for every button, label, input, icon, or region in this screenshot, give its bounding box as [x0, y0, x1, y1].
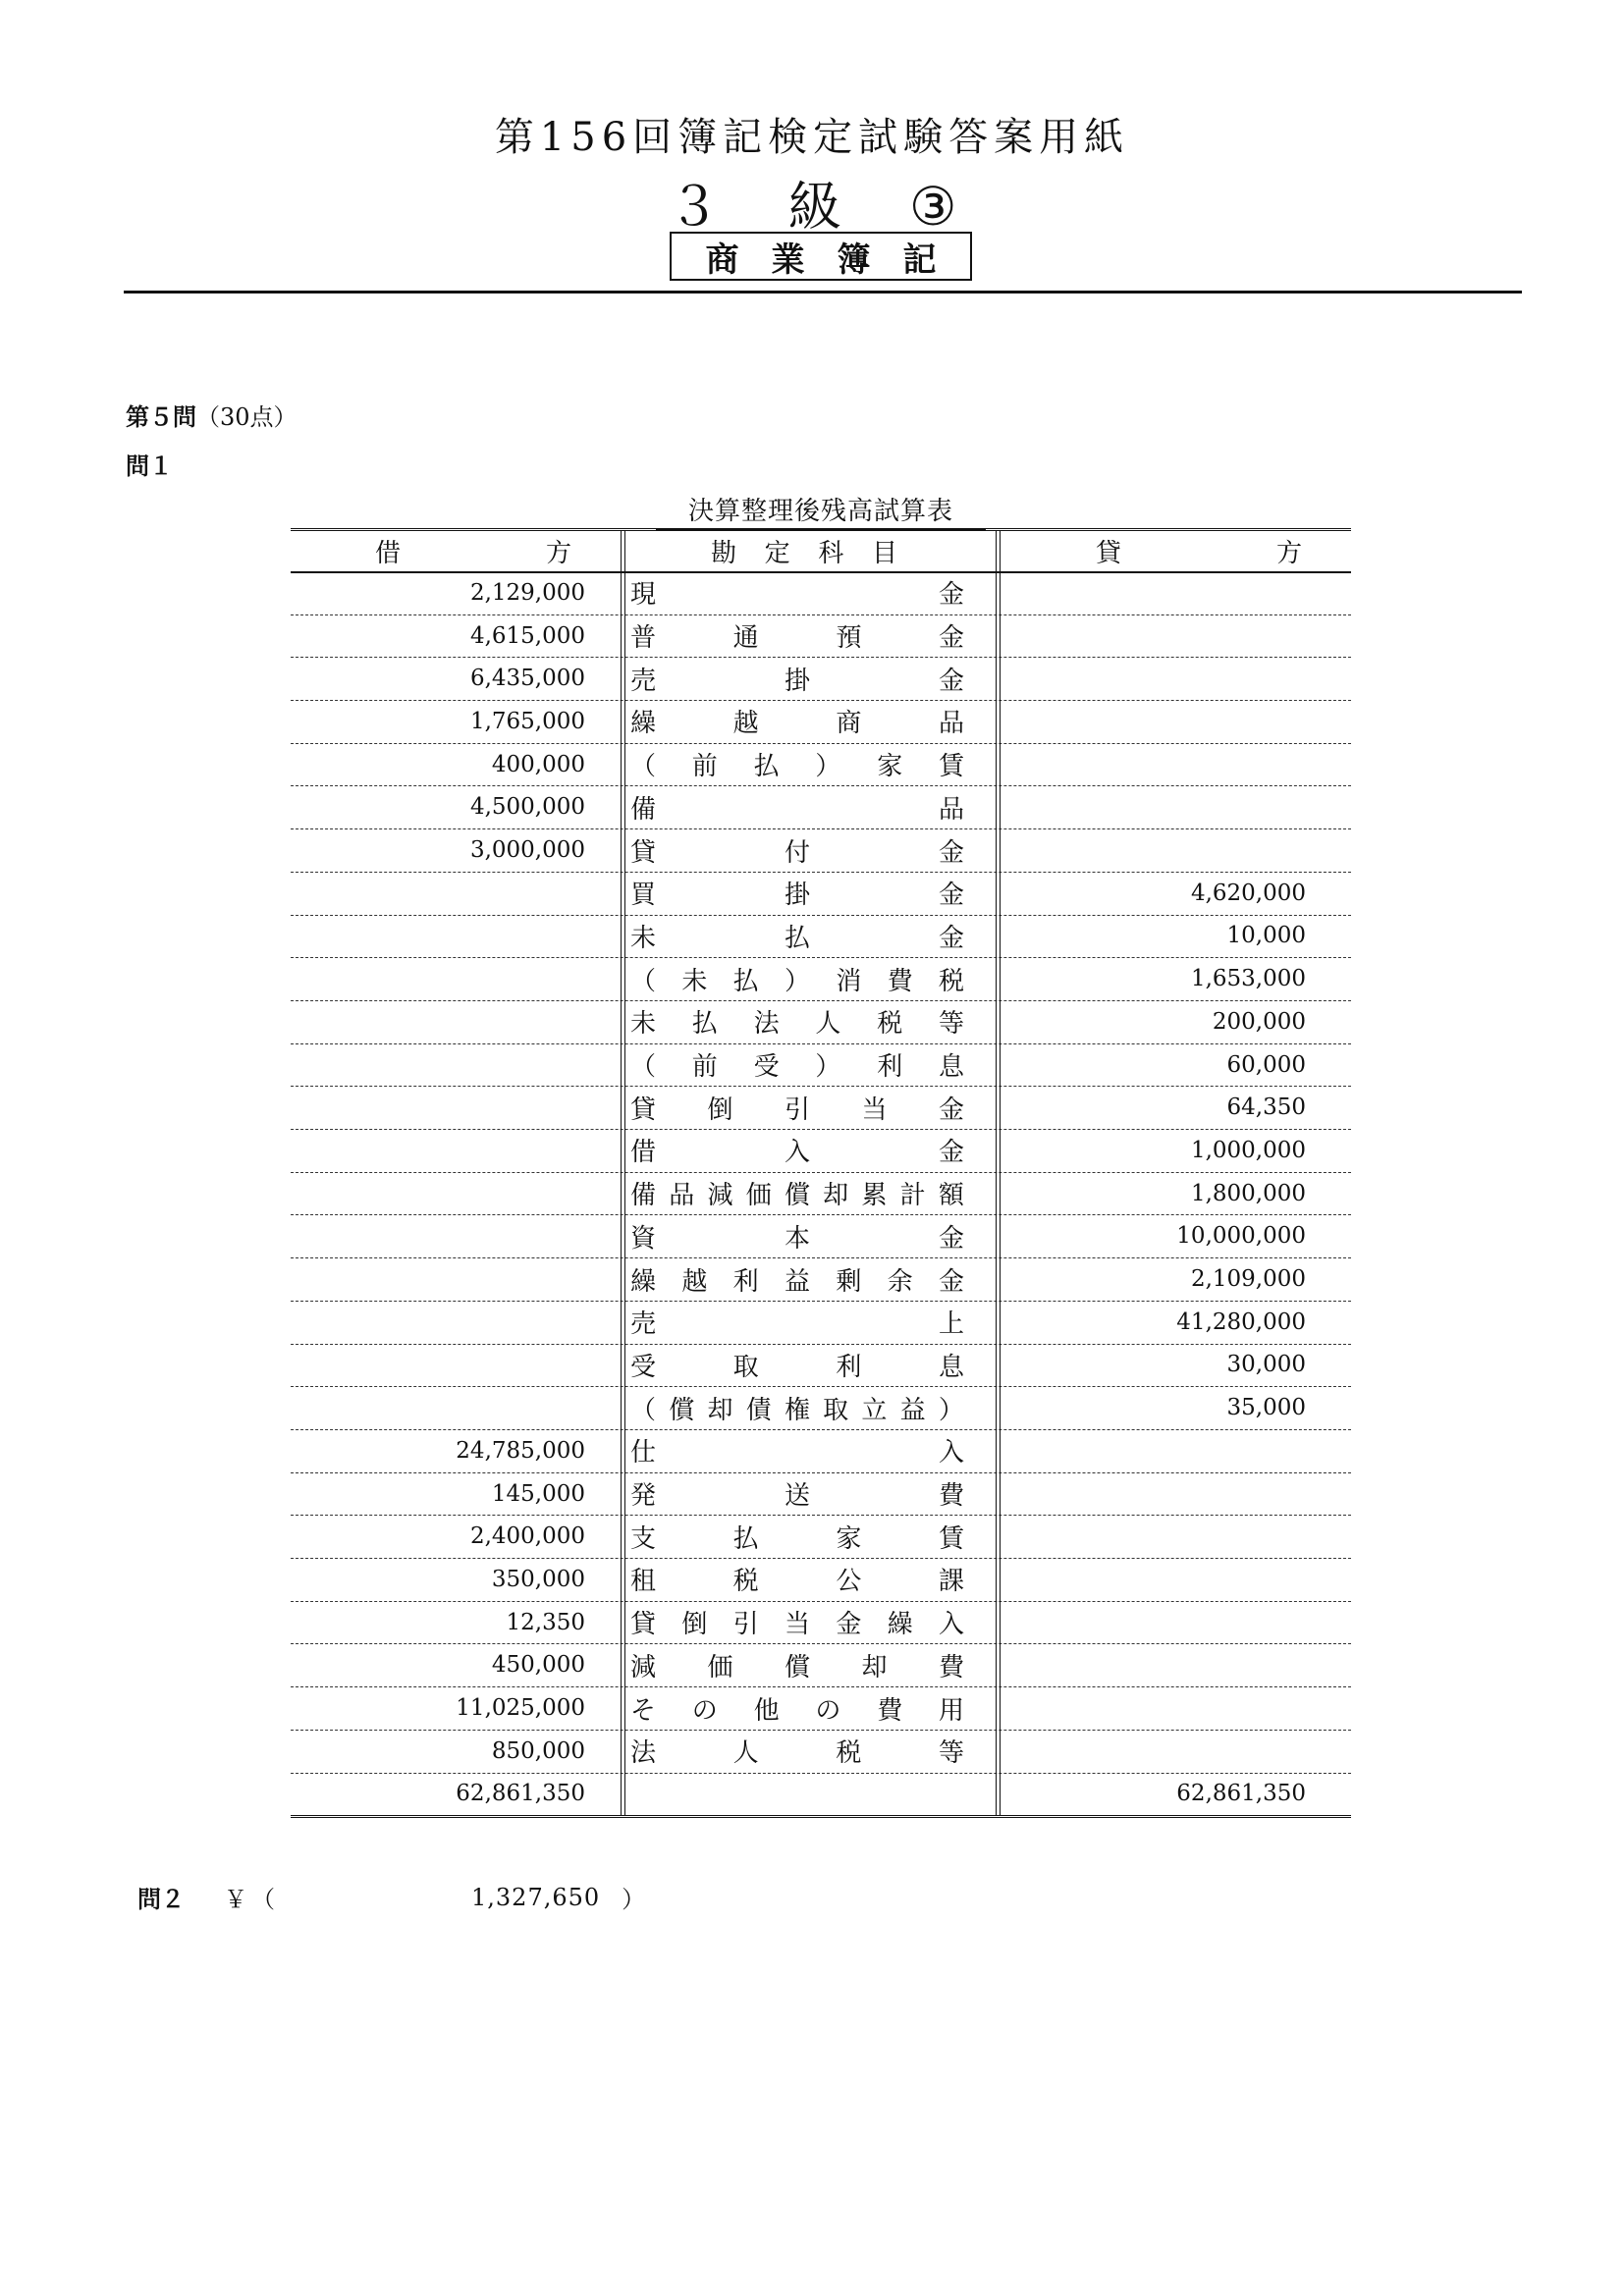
account-char: 払 — [691, 1009, 718, 1040]
table-row — [291, 1429, 1351, 1473]
account-name — [630, 872, 964, 915]
account-char: 引 — [784, 1095, 810, 1125]
account-char: 通 — [732, 623, 759, 654]
account-char: 貸 — [630, 837, 657, 868]
column-divider — [996, 530, 997, 1815]
account-char: 費 — [887, 966, 913, 996]
grade-circle-number: ③ — [908, 176, 957, 238]
debit-amount — [291, 872, 585, 915]
account-char: 益 — [899, 1395, 926, 1425]
account-char: 却 — [707, 1395, 733, 1425]
table-row — [291, 614, 1351, 659]
account-char: 資 — [630, 1223, 657, 1254]
account-char: 税 — [877, 1009, 903, 1040]
table-row — [291, 1257, 1351, 1302]
credit-amount: 4,620,000 — [1190, 880, 1306, 906]
account-char: 品 — [938, 794, 964, 825]
table-header-row — [291, 530, 1351, 573]
subject-char: 商 — [705, 240, 739, 280]
question5-heading — [126, 398, 298, 432]
exam-title: 第156回簿記検定試験答案用紙 — [494, 115, 1130, 160]
credit-amount: 35,000 — [1226, 1395, 1306, 1421]
question5-label: 第５問 — [126, 403, 196, 431]
credit-amount: 10,000,000 — [1176, 1223, 1306, 1250]
account-char: 人 — [732, 1738, 759, 1769]
account-char: 未 — [630, 1009, 657, 1040]
debit-amount: 145,000 — [491, 1480, 585, 1507]
table-title: 決算整理後残高試算表 — [656, 491, 986, 531]
debit-header — [375, 530, 571, 571]
account-char: （ — [630, 966, 657, 996]
yen-sign: ￥ — [224, 1886, 247, 1913]
account-char: 貸 — [630, 1095, 657, 1125]
header-char: 目 — [871, 538, 897, 568]
account-char: の — [815, 1695, 841, 1726]
account-char: 公 — [836, 1567, 862, 1597]
grade-kanji: 級 — [787, 176, 841, 238]
debit-amount: 24,785,000 — [456, 1437, 585, 1464]
account-char: 他 — [753, 1695, 780, 1726]
account-char: 入 — [784, 1138, 810, 1168]
account-char: 上 — [938, 1309, 964, 1340]
table-row — [291, 1129, 1351, 1173]
account-char: 取 — [732, 1352, 759, 1382]
account-char: 価 — [745, 1181, 772, 1211]
credit-amount: 2,109,000 — [1190, 1266, 1306, 1293]
account-char: 入 — [938, 1610, 964, 1640]
credit-amount: 60,000 — [1226, 1051, 1306, 1078]
account-char: 売 — [630, 666, 657, 696]
account-char: そ — [630, 1695, 657, 1726]
table-row — [291, 1000, 1351, 1044]
account-char: 前 — [691, 1052, 718, 1083]
debit-amount — [291, 1386, 585, 1429]
account-name — [630, 1429, 964, 1472]
account-char: 課 — [938, 1567, 964, 1597]
subject-box — [670, 232, 972, 281]
account-char: 償 — [669, 1395, 695, 1425]
account-char: 品 — [669, 1181, 695, 1211]
account-char: 未 — [630, 923, 657, 953]
credit-amount: 64,350 — [1226, 1095, 1306, 1121]
debit-amount: 2,400,000 — [469, 1523, 585, 1550]
account-char: 減 — [630, 1652, 657, 1682]
q2-label: 問２ — [137, 1886, 185, 1913]
account-char: 金 — [938, 666, 964, 696]
account-char: 費 — [938, 1481, 964, 1512]
account-char: 利 — [732, 1266, 759, 1297]
account-char: 金 — [938, 1095, 964, 1125]
column-divider — [1000, 530, 1001, 1815]
header-char: 方 — [545, 538, 571, 568]
credit-amount: 200,000 — [1212, 1008, 1306, 1035]
credit-amount: 1,000,000 — [1190, 1137, 1306, 1163]
account-char: ） — [938, 1395, 964, 1425]
account-char: 金 — [938, 1138, 964, 1168]
table-row — [291, 1301, 1351, 1345]
account-char: 余 — [887, 1266, 913, 1297]
account-char: 税 — [938, 966, 964, 996]
account-name — [630, 1129, 964, 1172]
account-char: 息 — [938, 1352, 964, 1382]
account-char: 費 — [877, 1695, 903, 1726]
account-char: 品 — [938, 709, 964, 739]
account-header — [711, 530, 897, 571]
credit-amount — [998, 1644, 1306, 1687]
account-name — [630, 786, 964, 829]
credit-total: 62,861,350 — [1176, 1781, 1306, 1807]
table-row — [291, 1472, 1351, 1517]
account-char: 却 — [861, 1652, 888, 1682]
account-char: 利 — [877, 1052, 903, 1083]
account-name — [630, 915, 964, 958]
account-char: 未 — [681, 966, 708, 996]
account-name — [630, 1172, 964, 1215]
account-char: 倒 — [681, 1610, 708, 1640]
account-name — [630, 1515, 964, 1558]
account-char: 受 — [753, 1052, 780, 1083]
debit-amount: 1,765,000 — [469, 708, 585, 734]
account-char: 引 — [732, 1610, 759, 1640]
account-char: 賃 — [938, 1523, 964, 1554]
account-name — [630, 1730, 964, 1773]
credit-amount — [998, 700, 1306, 743]
account-char: 仕 — [630, 1438, 657, 1468]
account-char: ） — [784, 966, 810, 996]
debit-amount — [291, 1344, 585, 1387]
column-divider — [624, 530, 625, 1815]
account-char: 額 — [938, 1181, 964, 1211]
debit-total: 62,861,350 — [456, 1781, 585, 1807]
subject-char: 記 — [902, 240, 937, 280]
table-top-border — [291, 528, 1351, 531]
account-char: 取 — [823, 1395, 849, 1425]
header-divider — [124, 291, 1522, 294]
table-row — [291, 700, 1351, 744]
credit-amount — [998, 1472, 1306, 1516]
account-name — [630, 828, 964, 872]
account-name — [630, 1301, 964, 1344]
account-char: 消 — [836, 966, 862, 996]
account-name — [630, 1386, 964, 1429]
account-char: 越 — [732, 709, 759, 739]
credit-amount — [998, 828, 1306, 872]
account-name — [630, 1000, 964, 1043]
q1-label: 問１ — [126, 453, 173, 480]
debit-amount: 450,000 — [491, 1652, 585, 1679]
credit-amount — [998, 1558, 1306, 1601]
debit-amount: 3,000,000 — [469, 837, 585, 864]
table-row — [291, 1558, 1351, 1602]
account-char: 繰 — [630, 1266, 657, 1297]
table-row — [291, 1644, 1351, 1688]
account-char: 備 — [630, 1181, 657, 1211]
account-char: 払 — [732, 966, 759, 996]
debit-amount: 6,435,000 — [469, 666, 585, 692]
account-char: 金 — [938, 881, 964, 911]
debit-amount — [291, 1257, 585, 1301]
debit-amount: 4,500,000 — [469, 794, 585, 821]
account-char: 払 — [732, 1523, 759, 1554]
account-name — [630, 614, 964, 658]
account-char: 借 — [630, 1138, 657, 1168]
account-char: 累 — [861, 1181, 888, 1211]
table-row — [291, 1215, 1351, 1259]
account-char: 息 — [938, 1052, 964, 1083]
account-char: 利 — [836, 1352, 862, 1382]
table-row — [291, 1043, 1351, 1088]
account-char: 家 — [836, 1523, 862, 1554]
header-char: 借 — [375, 538, 402, 568]
header-char: 科 — [818, 538, 844, 568]
account-char: 税 — [836, 1738, 862, 1769]
account-char: 送 — [784, 1481, 810, 1512]
account-name — [630, 1257, 964, 1301]
table-row — [291, 786, 1351, 830]
account-char: （ — [630, 1052, 657, 1083]
credit-amount — [998, 1601, 1306, 1644]
account-name — [630, 1215, 964, 1258]
account-char: 税 — [732, 1567, 759, 1597]
open-paren: （ — [251, 1886, 275, 1913]
table-row — [291, 957, 1351, 1001]
account-char: 貸 — [630, 1610, 657, 1640]
account-char: 法 — [753, 1009, 780, 1040]
account-char: 益 — [784, 1266, 810, 1297]
account-char: 却 — [823, 1181, 849, 1211]
debit-amount — [291, 957, 585, 1000]
debit-amount — [291, 1172, 585, 1215]
table-row — [291, 1172, 1351, 1216]
table-row — [291, 1686, 1351, 1731]
debit-amount: 850,000 — [491, 1737, 585, 1764]
account-char: 金 — [938, 837, 964, 868]
account-char: 払 — [784, 923, 810, 953]
account-name — [630, 1043, 964, 1087]
credit-amount — [998, 786, 1306, 829]
table-row — [291, 1730, 1351, 1774]
account-char: 金 — [938, 1266, 964, 1297]
account-char: 金 — [938, 1223, 964, 1254]
account-char: 越 — [681, 1266, 708, 1297]
account-char: ） — [815, 1052, 841, 1083]
subject-char: 業 — [771, 240, 805, 280]
account-char: 計 — [899, 1181, 926, 1211]
debit-amount: 11,025,000 — [456, 1695, 585, 1722]
account-char: 普 — [630, 623, 657, 654]
account-char: 現 — [630, 580, 657, 611]
q2-value: 1,327,650 — [471, 1883, 601, 1911]
account-char: 商 — [836, 709, 862, 739]
table-row — [291, 915, 1351, 959]
account-char: 金 — [938, 623, 964, 654]
account-char: 掛 — [784, 881, 810, 911]
account-name — [630, 1644, 964, 1687]
credit-amount — [998, 1686, 1306, 1730]
account-char: 金 — [938, 580, 964, 611]
account-char: 法 — [630, 1738, 657, 1769]
credit-amount — [998, 571, 1306, 614]
debit-amount: 4,615,000 — [469, 622, 585, 649]
table-row — [291, 743, 1351, 787]
total-row — [291, 1773, 1351, 1819]
account-char: 権 — [784, 1395, 810, 1425]
account-char: 預 — [836, 623, 862, 654]
credit-amount — [998, 657, 1306, 700]
debit-amount: 400,000 — [491, 751, 585, 777]
close-paren: ） — [622, 1886, 646, 1913]
account-char: 債 — [745, 1395, 772, 1425]
credit-amount — [998, 1515, 1306, 1558]
credit-amount: 1,653,000 — [1190, 966, 1306, 992]
question5-points: （30点） — [196, 403, 298, 431]
debit-amount — [291, 1000, 585, 1043]
account-char: 剰 — [836, 1266, 862, 1297]
account-char: 付 — [784, 837, 810, 868]
credit-amount: 1,800,000 — [1190, 1180, 1306, 1206]
subject-char: 簿 — [837, 240, 871, 280]
account-name — [630, 1472, 964, 1516]
account-char: 等 — [938, 1009, 964, 1040]
debit-amount — [291, 1301, 585, 1344]
column-divider — [621, 530, 622, 1815]
account-char: 人 — [815, 1009, 841, 1040]
table-row — [291, 1515, 1351, 1559]
account-char: 減 — [707, 1181, 733, 1211]
account-char: の — [691, 1695, 718, 1726]
debit-amount — [291, 1215, 585, 1258]
header-char: 定 — [764, 538, 790, 568]
account-char: 掛 — [784, 666, 810, 696]
credit-amount — [998, 743, 1306, 786]
grade-number: ３ — [667, 176, 721, 238]
account-char: 用 — [938, 1695, 964, 1726]
account-char: 償 — [784, 1181, 810, 1211]
account-name — [630, 1558, 964, 1601]
credit-amount — [998, 1730, 1306, 1773]
grade-label — [0, 165, 1624, 240]
account-char: 当 — [861, 1095, 888, 1125]
account-name — [630, 657, 964, 700]
account-char: 備 — [630, 794, 657, 825]
account-name — [630, 1601, 964, 1644]
credit-amount — [998, 614, 1306, 658]
account-char: 費 — [938, 1652, 964, 1682]
account-char: 売 — [630, 1309, 657, 1340]
table-row — [291, 1344, 1351, 1388]
account-char: 受 — [630, 1352, 657, 1382]
header-char: 勘 — [711, 538, 737, 568]
account-char: 繰 — [887, 1610, 913, 1640]
account-char: 倒 — [707, 1095, 733, 1125]
debit-amount — [291, 1086, 585, 1129]
table-row — [291, 1601, 1351, 1645]
debit-amount: 12,350 — [506, 1609, 585, 1635]
credit-amount: 41,280,000 — [1176, 1308, 1306, 1335]
header-char: 方 — [1275, 538, 1302, 568]
account-name — [630, 571, 964, 614]
credit-amount: 30,000 — [1226, 1352, 1306, 1378]
account-char: 価 — [707, 1652, 733, 1682]
account-char: 償 — [784, 1652, 810, 1682]
account-char: 買 — [630, 881, 657, 911]
header-char: 貸 — [1096, 538, 1122, 568]
credit-amount — [998, 1429, 1306, 1472]
account-char: 繰 — [630, 709, 657, 739]
account-char: 本 — [784, 1223, 810, 1254]
table-row — [291, 872, 1351, 916]
table-row — [291, 828, 1351, 873]
account-char: 支 — [630, 1523, 657, 1554]
table-row — [291, 1086, 1351, 1130]
debit-amount — [291, 1043, 585, 1087]
account-char: 前 — [691, 752, 718, 782]
account-name — [630, 743, 964, 786]
account-char: 金 — [836, 1610, 862, 1640]
account-char: 払 — [753, 752, 780, 782]
debit-amount: 2,129,000 — [469, 579, 585, 606]
table-row — [291, 1386, 1351, 1430]
account-name — [630, 700, 964, 743]
account-char: 賃 — [938, 752, 964, 782]
account-char: 当 — [784, 1610, 810, 1640]
account-char: ） — [815, 752, 841, 782]
account-char: 入 — [938, 1438, 964, 1468]
account-char: （ — [630, 752, 657, 782]
account-char: 等 — [938, 1738, 964, 1769]
credit-header — [1096, 530, 1302, 571]
account-name — [630, 1344, 964, 1387]
q2-answer — [137, 1880, 645, 1914]
account-char: 発 — [630, 1481, 657, 1512]
account-char: 金 — [938, 923, 964, 953]
account-char: 租 — [630, 1567, 657, 1597]
account-name — [630, 1086, 964, 1129]
account-name — [630, 957, 964, 1000]
debit-amount: 350,000 — [491, 1566, 585, 1592]
account-char: 立 — [861, 1395, 888, 1425]
credit-amount: 10,000 — [1226, 923, 1306, 949]
table-row — [291, 571, 1351, 615]
account-char: 家 — [877, 752, 903, 782]
table-row — [291, 657, 1351, 701]
debit-amount — [291, 1129, 585, 1172]
account-name — [630, 1686, 964, 1730]
account-char: （ — [630, 1395, 657, 1425]
debit-amount — [291, 915, 585, 958]
